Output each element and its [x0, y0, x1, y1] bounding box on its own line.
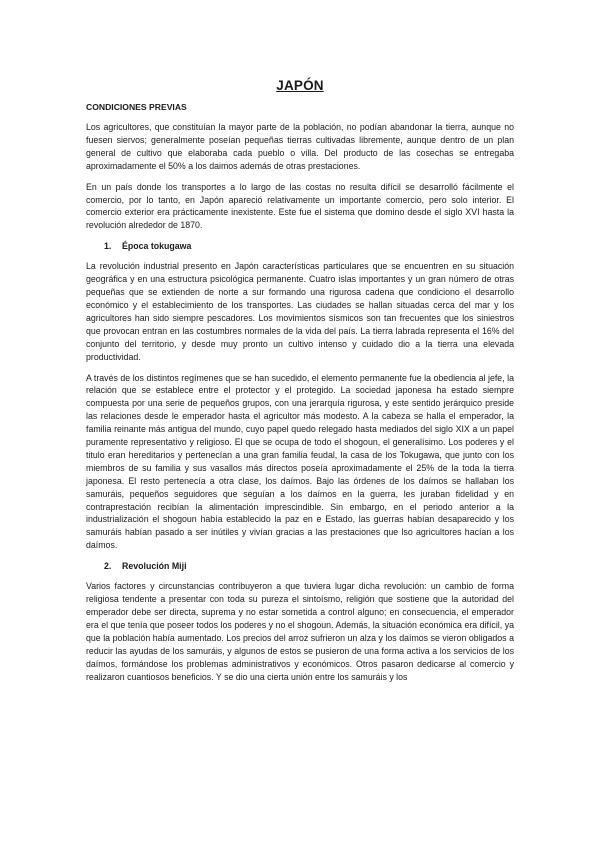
- section-2-paragraph: Varios factores y circunstancias contribuyeron a que tuviera lugar dicha revolución: un cambio de forma religiosa tendente a presentar con toda su pureza el sintoísmo, religión que sostiene que la autoridad del emperador debe ser directa, suprema y no estar sometida a control alguno; en consecuencia, el emperador era el que tenía que poseer todos los poderes y no el shogoun. Además, la situación económica era difícil, ya que la población había aumentado. Los precios del arroz sufrieron un alza y los daímos se vieron obligados a reducir las ayudas de los samuráis, y algunos de estos se pusieron de una forma activa a los servicios de los daímos, formándose los problemas administrativos y económicos. Otros pasaron dedicarse al comercio y realizaron cuantiosos beneficios. Y se dio una cierta unión entre los samuráis y los: [86, 581, 514, 682]
- section-1-paragraph: La revolución industrial presento en Japón características particulares que se encuentren en su situación geográfica y en una estructura psicológica permanente. Cuatro islas importantes y un gran número de otras pequeñas que se extienden de norte a sur formando una rigurosa cadena que condiciono el desarrollo económico y el establecimiento de los transportes. Las ciudades se hallan situadas cerca del mar y los agricultores han sido siempre pescadores. Los movimientos sísmicos son tan frecuentes que los siniestros que provocan entran en las costumbres normales de la vida del país. La tierra labrada representa el 16% del conjunto del territorio, y desde muy pronto un cultivo intenso y cuidado dio a la tierra una elevada productividad.: [86, 261, 514, 362]
- section-1-number: 1.: [104, 241, 112, 252]
- document-body: [86, 78, 514, 691]
- intro-paragraph: En un país donde los transportes a lo largo de las costas no resulta difícil se desarrolló fácilmente el comercio, por lo tanto, en Japón apareció relativamente un importante comercio, pero solo interior. El comercio exterior era prácticamente inexistente. Este fue el sistema que domino desde el siglo XVI hasta la revolución alrededor de 1870.: [86, 181, 514, 231]
- section-1-heading: [104, 240, 514, 252]
- intro-paragraph: Los agricultores, que constituían la mayor parte de la población, no podían abandonar la tierra, aunque no fuesen siervos; generalmente poseían pequeñas tierras cultivadas libremente, aunque dentro de un plan general de cultivo que elaboraba cada pueblo o villa. Del producto de las cosechas se entregaba aproximadamente el 50% a los daimos además de otras prestaciones.: [86, 122, 514, 171]
- section-1-title: Época tokugawa: [122, 241, 192, 252]
- section-2-title: Revolución Miji: [122, 561, 187, 572]
- section-2-number: 2.: [104, 561, 112, 572]
- document-title: JAPÓN: [276, 78, 324, 93]
- section-1-paragraph: A través de los distintos regímenes que se han sucedido, el elemento permanente fue la obediencia al jefe, la relación que se establece entre el protector y el protegido. La sociedad japonesa ha estado siempre compuesta por una serie de pequeños grupos, con una jerarquía rigurosa, y este sentido jerárquico preside las relaciones desde le emperador hasta el agricultor más modesto. A la cabeza se halla el emperador, la familia reinante más antigua del mundo, cuyo papel quedo relegado hasta mediados del siglo XIX a un papel puramente representativo y religioso. El que se ocupa de todo el shogoun, el generalísimo. Los poderes y el titulo eran hereditarios y pertenecían a una gran familia feudal, la casa de los Tokugawa, que junto con los miembros de su familia y sus vasallos más directos poseía aproximadamente el 25% de la toda la tierra japonesa. El resto pertenecía a otra clase, los daímos. Bajo las órdenes de los daímos se hallaban los samuráis, pequeños seguidores que seguían a los daímos en la guerra, les juraban fidelidad y en contraprestación recibían la alimentación imprescindible. Sin embargo, en el periodo anterior a la industrialización el shogoun había establecido la paz en e Estado, las guerras habían desaparecido y los samuráis habían pasado a ser inútiles y vivían gracias a las prestaciones que lso agricultores hacían a los daímos.: [86, 372, 514, 551]
- section-heading-condiciones: CONDICIONES PREVIAS: [86, 102, 187, 112]
- section-2-heading: [104, 560, 514, 572]
